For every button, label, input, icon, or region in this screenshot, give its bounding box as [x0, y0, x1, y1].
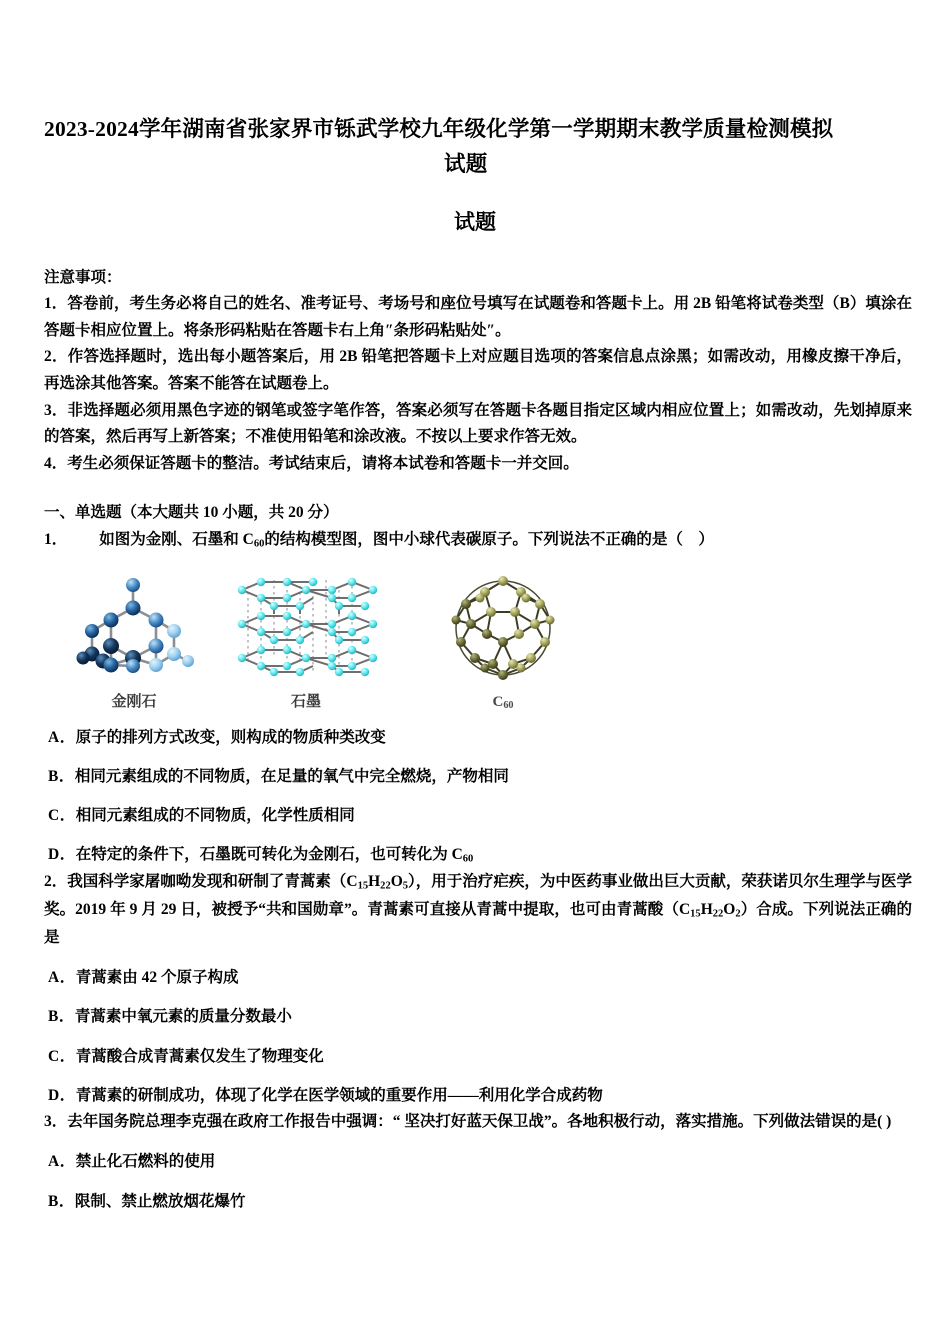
question-1-stem-subscript: 60 [253, 538, 265, 550]
question-1-stem-part1: 如图为金刚、石墨和 C [99, 530, 254, 548]
question-1-number: 1． [44, 530, 68, 548]
figure-fullerene [420, 572, 590, 711]
figure-diamond [62, 568, 212, 711]
page-title [44, 112, 912, 182]
question-1-option-c[interactable]: C．相同元素组成的不同物质，化学性质相同 [48, 807, 355, 825]
figure-graphite [222, 568, 392, 711]
page-title-main: 2023-2024学年湖南省张家界市铄武学校九年级化学第一学期期末教学质量检测模拟 [44, 117, 834, 141]
notice-heading: 注意事项： [44, 268, 122, 286]
question-3-number: 3． [44, 1112, 68, 1130]
question-1-stem-part2: 的结构模型图，图中小球代表碳原子。下列说法不正确的是（ [264, 530, 683, 548]
notice-item-4: 4．考生必须保证答题卡的整洁。考试结束后，请将本试卷和答题卡一并交回。 [44, 454, 579, 472]
question-1-option-b[interactable]: B．相同元素组成的不同物质，在足量的氧气中完全燃烧，产物相同 [48, 768, 509, 786]
question-1-option-d[interactable]: D．在特定的条件下，石墨既可转化为金刚石，也可转化为 $C_{60}$ [48, 846, 474, 865]
question-2-number: 2． [44, 872, 68, 890]
notice-item-1: 1．答卷前，考生务必将自己的姓名、准考证号、考场号和座位号填写在试题卷和答题卡上。用 2B 铅笔将试卷类型（B）填涂在答题卡相应位置上。将条形码粘贴在答题卡右上角″条形码粘贴处″。 [44, 294, 912, 339]
diamond-structure-icon [70, 568, 205, 680]
notice-item-3: 3．非选择题必须用黑色字迹的钢笔或签字笔作答，答案必须写在答题卡各题目指定区域内相应位置上；如需改动，先划掉原来的答案，然后再写上新答案；不准使用铅笔和涂改液。不按以上要求作答无效。 [44, 401, 912, 446]
question-1-figure-row [44, 568, 912, 711]
question-1-stem-part3: ） [698, 530, 714, 548]
figure-caption-graphite: 石墨 [290, 691, 321, 710]
question-3-option-b[interactable]: B．限制、禁止燃放烟花爆竹 [48, 1192, 246, 1210]
figure-caption-diamond: 金刚石 [111, 691, 157, 710]
question-2-option-b[interactable]: B．青蒿素中氧元素的质量分数最小 [48, 1008, 292, 1026]
graphite-structure-icon [232, 568, 382, 680]
page-subtitle: 试题 [454, 209, 496, 234]
question-2-stem: 2．我国科学家屠咖呦发现和研制了青蒿素$(C_{15}H_{22}O_5)$，用于治疗疟疾，为中医药事业做出巨大贡献，荣获诺贝尔生理学与医学奖。2019 年 9 月 29 日，被授予“共和国勋章”。青蒿素可直接从青蒿中提取，也可由青蒿酸$(C_{15}H_{22}O_2)$合成。下列说法正确的是 [44, 872, 912, 946]
question-1-stem [44, 526, 912, 554]
question-1-answer-blank[interactable] [683, 531, 699, 548]
question-1-option-a[interactable]: A．原子的排列方式改变，则构成的物质种类改变 [48, 728, 386, 746]
figure-caption-c60: $C_{60}$ [492, 693, 514, 711]
question-2-option-d[interactable]: D．青蒿素的研制成功，体现了化学在医学领域的重要作用——利用化学合成药物 [48, 1086, 603, 1104]
section-heading-single-choice: 一、单选题（本大题共 10 小题，共 20 分） [44, 503, 339, 521]
question-2-option-a[interactable]: A．青蒿素由 42 个原子构成 [48, 969, 239, 987]
question-3-option-a[interactable]: A．禁止化石燃料的使用 [48, 1153, 216, 1171]
question-2-option-c[interactable]: C．青蒿酸合成青蒿素仅发生了物理变化 [48, 1047, 324, 1065]
notice-item-2: 2．作答选择题时，选出每小题答案后，用 2B 铅笔把答题卡上对应题目选项的答案信息点涂黑；如需改动，用橡皮擦干净后，再选涂其他答案。答案不能答在试题卷上。 [44, 348, 912, 392]
page-title-tail: 试题 [444, 151, 488, 176]
c60-buckyball-structure-icon [445, 572, 565, 684]
figure-caption-c60-subscript: 60 [503, 699, 514, 711]
question-3-stem: 3．去年国务院总理李克强在政府工作报告中强调：“ 坚决打好蓝天保卫战”。各地积极行动，落实措施。下列做法错误的是( ) [44, 1112, 892, 1130]
notice-block [44, 266, 912, 478]
